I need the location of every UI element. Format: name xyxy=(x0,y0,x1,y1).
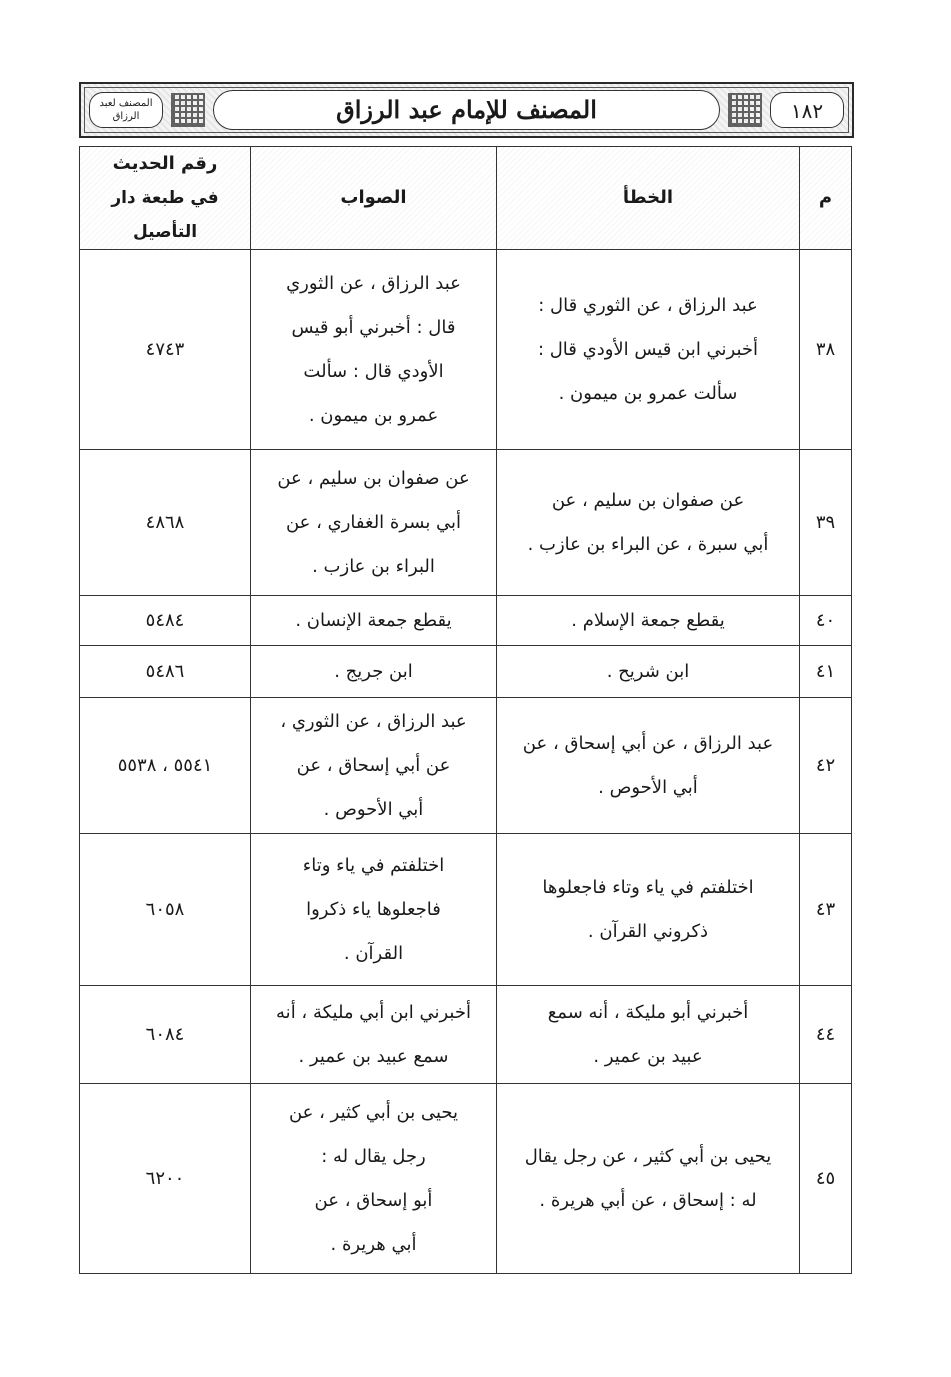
header-hadith-line2: في طبعة دار التأصيل xyxy=(111,188,219,242)
hadith-number: ٦٠٥٨ xyxy=(145,898,185,920)
correct-text: يحيى بن أبي كثير ، عن رجل يقال له : أبو إسحاق ، عن أبي هريرة . xyxy=(288,1101,458,1255)
book-title: المصنف للإمام عبد الرزاق xyxy=(336,95,597,124)
wrong-text: اختلفتم في ياء وتاء فاجعلوها ذكروني القرآن . xyxy=(542,876,754,942)
hadith-number-cell xyxy=(80,986,251,1084)
page-number: ١٨٢ xyxy=(790,99,824,123)
correct-text: ابن جريج . xyxy=(334,660,413,682)
hadith-number: ٦٢٠٠ xyxy=(145,1167,185,1189)
row-number-cell xyxy=(800,698,852,834)
table-row xyxy=(80,646,852,698)
table-row xyxy=(80,596,852,646)
table-row xyxy=(80,450,852,596)
correct-text-cell xyxy=(251,698,497,834)
wrong-text: عبد الرزاق ، عن أبي إسحاق ، عن أبي الأحوص . xyxy=(522,732,774,798)
hadith-number: ٥٥٤١ ، ٥٥٣٨ xyxy=(117,754,213,776)
wrong-text-cell xyxy=(497,986,800,1084)
hadith-number: ٥٤٨٦ xyxy=(145,660,185,682)
hadith-number: ٥٤٨٤ xyxy=(145,609,185,631)
hadith-number: ٤٨٦٨ xyxy=(145,511,185,533)
wrong-text-cell xyxy=(497,250,800,450)
wrong-text: عبد الرزاق ، عن الثوري قال : أخبرني ابن قيس الأودي قال : سألت عمرو بن ميمون . xyxy=(537,294,759,404)
hadith-number-cell xyxy=(80,698,251,834)
header-right: الصواب xyxy=(251,147,497,250)
wrong-text: يقطع جمعة الإسلام . xyxy=(571,609,725,631)
wrong-text: أخبرني أبو مليكة ، أنه سمع عبيد بن عمير . xyxy=(547,1001,749,1067)
correct-text-cell xyxy=(251,1084,497,1274)
row-number-cell xyxy=(800,596,852,646)
wrong-text: يحيى بن أبي كثير ، عن رجل يقال له : إسحاق ، عن أبي هريرة . xyxy=(524,1145,772,1211)
table-header-row xyxy=(80,147,852,250)
hadith-number-cell xyxy=(80,250,251,450)
table-row xyxy=(80,250,852,450)
ornament-knot-left xyxy=(171,93,205,127)
row-number-cell xyxy=(800,1084,852,1274)
row-number: ٣٨ xyxy=(815,338,836,360)
book-emblem xyxy=(89,92,163,128)
correct-text-cell xyxy=(251,596,497,646)
row-number-cell xyxy=(800,834,852,986)
correct-text-cell xyxy=(251,646,497,698)
correct-text-cell xyxy=(251,450,497,596)
row-number: ٤٥ xyxy=(815,1167,836,1189)
row-number: ٤١ xyxy=(815,660,836,682)
header-wrong: الخطأ xyxy=(497,147,800,250)
hadith-number-cell xyxy=(80,596,251,646)
wrong-text-cell xyxy=(497,834,800,986)
hadith-number-cell xyxy=(80,450,251,596)
header-num: م xyxy=(800,147,852,250)
correct-text-cell xyxy=(251,986,497,1084)
hadith-number-cell xyxy=(80,1084,251,1274)
hadith-number-cell xyxy=(80,646,251,698)
table-row xyxy=(80,1084,852,1274)
page-header xyxy=(79,82,854,138)
row-number: ٣٩ xyxy=(815,511,836,533)
correct-text-cell xyxy=(251,250,497,450)
row-number-cell xyxy=(800,646,852,698)
emblem-text: المصنف لعبد الرزاق xyxy=(99,98,153,122)
correct-text: عبد الرزاق ، عن الثوري ، عن أبي إسحاق ، عن أبي الأحوص . xyxy=(280,710,467,820)
correct-text-cell xyxy=(251,834,497,986)
correct-text: يقطع جمعة الإنسان . xyxy=(295,609,452,631)
row-number: ٤٢ xyxy=(815,754,836,776)
correct-text: عن صفوان بن سليم ، عن أبي بسرة الغفاري ، عن البراء بن عازب . xyxy=(277,467,470,577)
row-number: ٤٤ xyxy=(815,1023,836,1045)
wrong-text: عن صفوان بن سليم ، عن أبي سبرة ، عن البراء بن عازب . xyxy=(527,489,769,555)
wrong-text-cell xyxy=(497,646,800,698)
page-number-cartouche xyxy=(770,92,844,128)
correct-text: اختلفتم في ياء وتاء فاجعلوها ياء ذكروا القرآن . xyxy=(302,854,445,964)
hadith-number: ٤٧٤٣ xyxy=(145,338,185,360)
wrong-text: ابن شريح . xyxy=(606,660,690,682)
wrong-text-cell xyxy=(497,698,800,834)
hadith-number-cell xyxy=(80,834,251,986)
row-number-cell xyxy=(800,250,852,450)
wrong-text-cell xyxy=(497,596,800,646)
row-number-cell xyxy=(800,986,852,1084)
row-number: ٤٣ xyxy=(815,898,836,920)
row-number-cell xyxy=(800,450,852,596)
title-cartouche xyxy=(213,90,720,130)
row-number: ٤٠ xyxy=(815,609,836,631)
table-row xyxy=(80,698,852,834)
header-hadith-line1: رقم الحديث xyxy=(112,153,218,174)
hadith-number: ٦٠٨٤ xyxy=(145,1023,185,1045)
table-row xyxy=(80,834,852,986)
wrong-text-cell xyxy=(497,1084,800,1274)
ornament-knot-right xyxy=(728,93,762,127)
table-row xyxy=(80,986,852,1084)
errata-table xyxy=(79,146,852,1274)
wrong-text-cell xyxy=(497,450,800,596)
header-hadith-number xyxy=(80,147,251,250)
correct-text: عبد الرزاق ، عن الثوري قال : أخبرني أبو قيس الأودي قال : سألت عمرو بن ميمون . xyxy=(286,272,461,426)
correct-text: أخبرني ابن أبي مليكة ، أنه سمع عبيد بن عمير . xyxy=(276,1001,471,1067)
